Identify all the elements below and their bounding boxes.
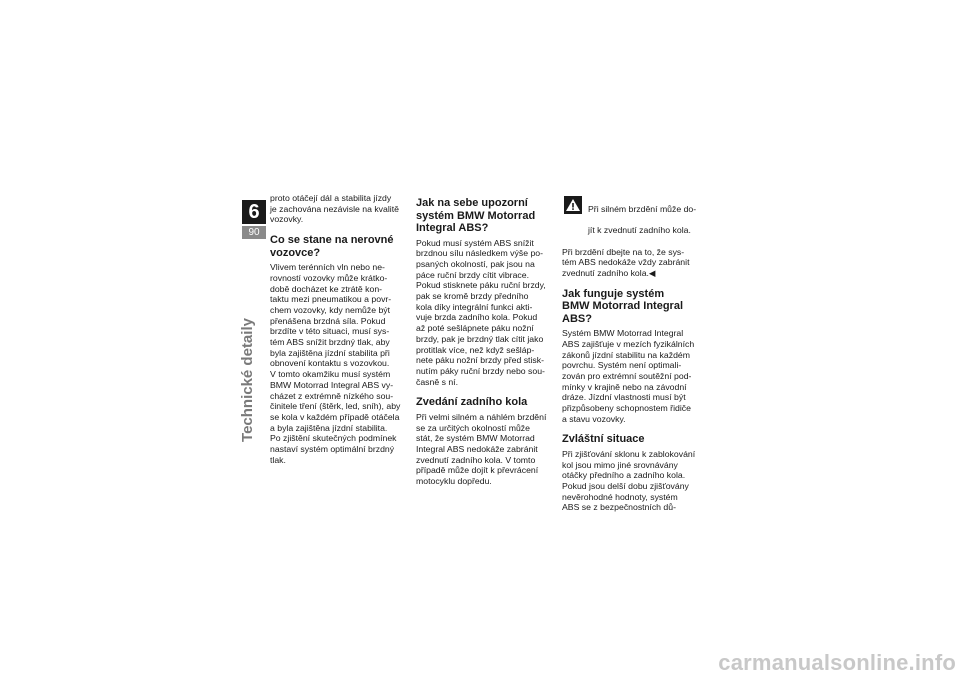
warning-text: Při brzdění dbejte na to, že sys- tém ABS nedokáže vždy zabránit zvednutí zadního kola.◀ [562,246,690,278]
section-heading: Jak funguje systém BMW Motorrad Integral ABS? [562,287,683,325]
column-3 [562,193,708,513]
chapter-number: 6 [242,200,266,224]
warning-note [562,193,708,279]
page-number: 90 [242,226,266,239]
section-heading: Zvedání zadního kola [416,396,528,409]
paragraph: Při zjišťování sklonu k zablokování kol jsou mimo jiné srovnávány otáčky předního a zadního kola. Pokud jsou delší dobu zjišťovány nevěrohodné hodnoty, systém ABS se z bezpečnostních dů- [562,448,696,513]
watermark: carmanualsonline.info [718,650,956,675]
warning-text-line: Při silném brzdění může do- [588,203,697,214]
paragraph: Systém BMW Motorrad Integral ABS zajišťuje v mezích fyzikálních zákonů jízdní stabilitu na každém povrchu. Systém není optimali- zován pro extrémní soutěžní pod- mínky v krajině nebo na závodní dráze. Jízdní vlastnosti musí být přizpůsobeny schopnostem řidiče a stavu vozovky. [562,328,695,424]
paragraph: Při velmi silném a náhlém brzdění se za určitých okolností může stát, že systém BMW Motorrad Integral ABS nedokáže zabránit zvednutí zadního kola. V tomto případě může dojít k převrácení motocyklu dopředu. [416,411,547,487]
paragraph: Pokud musí systém ABS snížit brzdnou sílu následkem výše po- psaných okolností, pak jsou na páce ruční brzdy cítit vibrace. Pokud stisknete páku ruční brzdy, pak se kromě brzdy předního kola díky integrální funkci akti- vuje brzda zadního kola. Pokud až poté sešlápnete páku nožní brzdy, pak je brzdný tlak cítit jako protitlak více, než když sešláp- nete páku nožní brzdy před stisk- nutím páky ruční brzdy nebo sou- časně s ní. [416,237,546,387]
warning-icon [564,196,582,214]
section-heading: Co se stane na nerovné vozovce? [270,234,394,259]
section-heading: Jak na sebe upozorní systém BMW Motorrad Integral ABS? [416,197,536,234]
warning-text-line: jít k zvednutí zadního kola. [588,225,691,236]
column-1 [270,193,416,465]
column-2 [416,193,562,487]
paragraph: Vlivem terénních vln nebo ne- rovností vozovky může krátko- době docházet ke ztrátě kon- taktu mezi pneumatikou a povr- chem vozovky, kdy nemůže být přenášena brzdná síla. Pokud brzdíte v této situaci, musí sys- tém ABS snížit brzdný tlak, aby byla zajištěna jízdní stabilita při obnovení kontaktu s vozovkou. V tomto okamžiku musí systém BMW Motorrad Integral ABS vy- cházet z extrémně nízkého sou- činitele tření (štěrk, led, sníh), aby se kola v každém případě otáčela a byla zajištěna jízdní stabilita. Po zjištění skutečných podmínek nastaví systém optimální brzdný tlak. [270,262,401,465]
chapter-title: Technické detaily [239,318,256,442]
section-heading: Zvláštní situace [562,433,645,446]
paragraph: proto otáčejí dál a stabilita jízdy je zachována nezávisle na kvalitě vozovky. [270,193,399,225]
